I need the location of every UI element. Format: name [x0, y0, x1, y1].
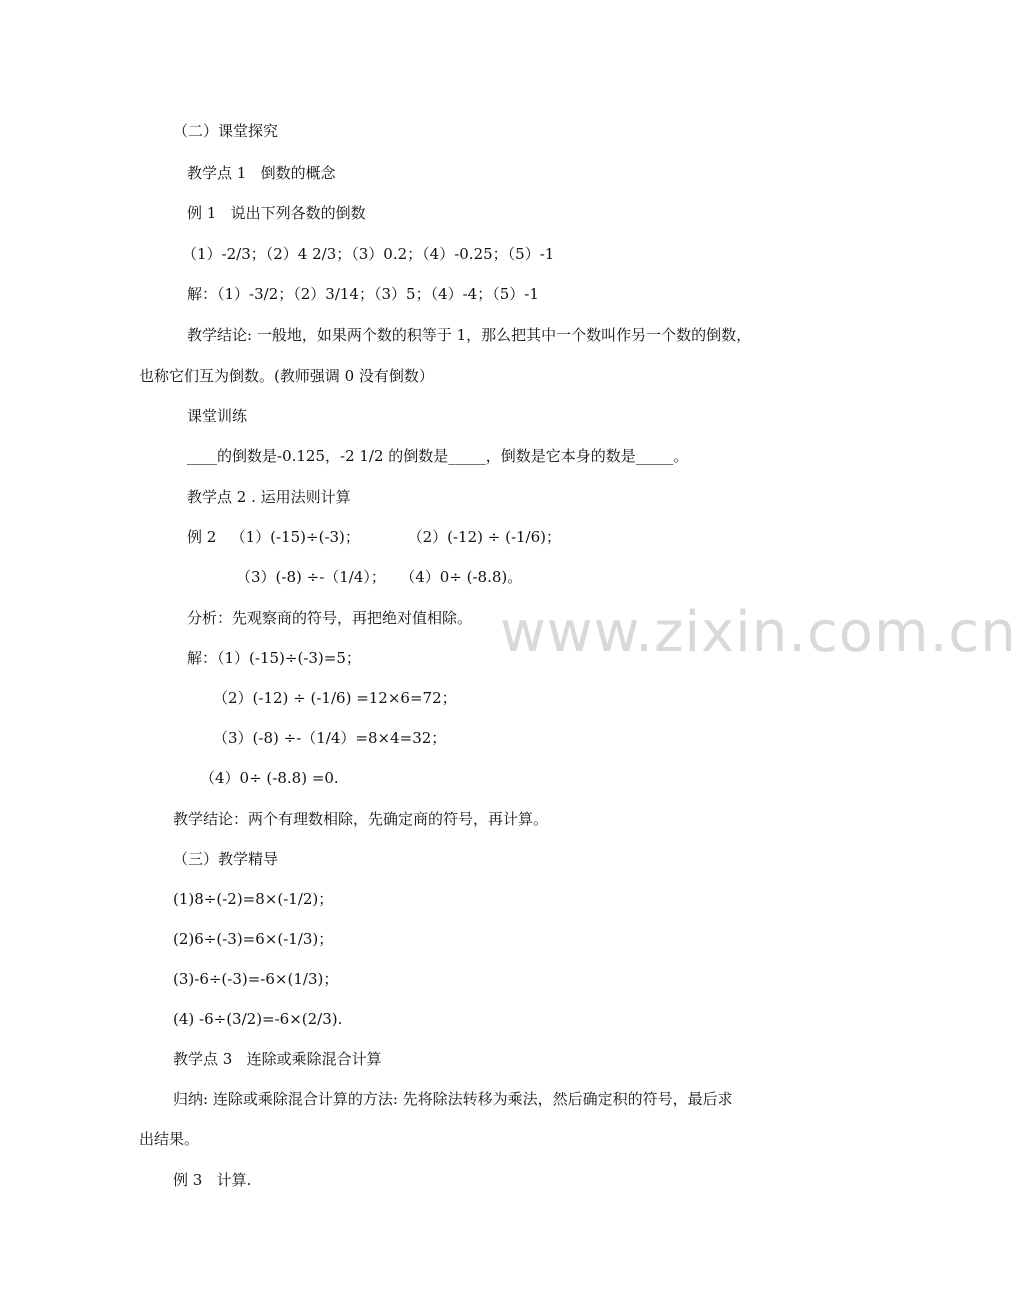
- analysis: 分析：先观察商的符号，再把绝对值相除。: [187, 609, 473, 627]
- conclusion-1-line2: 也称它们互为倒数。(教师强调 0 没有倒数）: [139, 367, 434, 385]
- watermark: www.zixin.com.cn: [500, 600, 1017, 665]
- guide-item-1: (1)8÷(-2)=8×(-1/2)；: [173, 890, 334, 908]
- classroom-practice-heading: 课堂训练: [187, 407, 248, 425]
- teaching-point-2: 教学点 2 . 运用法则计算: [187, 488, 351, 506]
- teaching-point-3: 教学点 3 连除或乘除混合计算: [173, 1050, 382, 1068]
- summary-line2: 出结果。: [139, 1130, 200, 1148]
- example-2-line1: 例 2 （1）(-15)÷(-3)； （2）(-12) ÷ (-1/6)；: [187, 528, 562, 546]
- section-heading-2: （二）课堂探究: [173, 122, 279, 140]
- teaching-point-1: 教学点 1 倒数的概念: [187, 164, 336, 182]
- section-heading-3: （三）教学精导: [173, 850, 279, 868]
- example-1-items: （1）-2/3；（2）4 2/3；（3）0.2；（4）-0.25；（5）-1: [182, 245, 555, 263]
- guide-item-2: (2)6÷(-3)=6×(-1/3)；: [173, 930, 334, 948]
- solution-2-part3: （3）(-8) ÷-（1/4）=8×4=32；: [213, 729, 447, 747]
- solution-2-part2: （2）(-12) ÷ (-1/6) =12×6=72；: [213, 689, 457, 707]
- guide-item-4: (4) -6÷(3/2)=-6×(2/3).: [173, 1010, 343, 1028]
- conclusion-2: 教学结论：两个有理数相除，先确定商的符号，再计算。: [173, 810, 549, 828]
- example-3-title: 例 3 计算.: [173, 1171, 252, 1189]
- example-2-line2: （3）(-8) ÷-（1/4）； （4）0÷ (-8.8)。: [236, 568, 523, 586]
- solution-2-part4: （4）0÷ (-8.8) =0.: [200, 769, 339, 787]
- guide-item-3: (3)-6÷(-3)=-6×(1/3)；: [173, 970, 339, 988]
- solution-2-part1: 解：（1）(-15)÷(-3)=5；: [187, 649, 361, 667]
- example-1-solution: 解：（1）-3/2；（2）3/14；（3）5；（4）-4；（5）-1: [187, 285, 539, 303]
- conclusion-1-line1: 教学结论: 一般地，如果两个数的积等于 1，那么把其中一个数叫作另一个数的倒数，: [187, 326, 752, 344]
- example-1-title: 例 1 说出下列各数的倒数: [187, 204, 366, 222]
- practice-question: ____的倒数是-0.125，-2 1/2 的倒数是_____，倒数是它本身的数是_____。: [187, 447, 689, 465]
- summary-line1: 归纳: 连除或乘除混合计算的方法: 先将除法转移为乘法，然后确定积的符号，最后求: [173, 1090, 733, 1108]
